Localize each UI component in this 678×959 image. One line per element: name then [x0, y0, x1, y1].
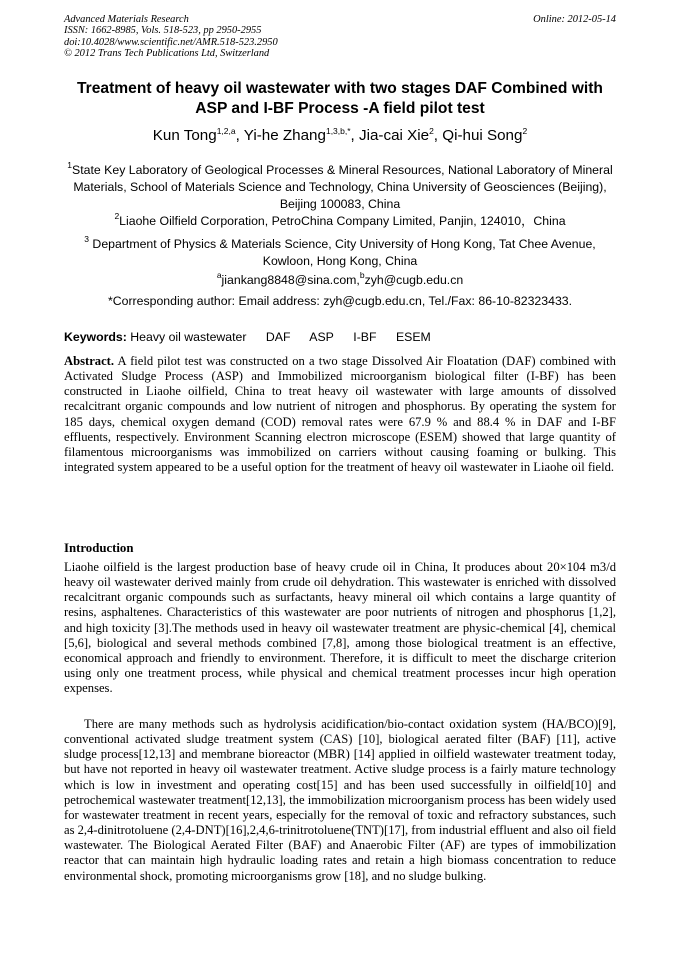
intro-paragraph-1: Liaohe oilfield is the largest production base of heavy crude oil in China, It produces about 20×104 m3/d heavy oil wastewater derived mainly from crude oil dehydration. This wastewater is enriched with dissolved recalcitrant organic compounds such as surfactants, heavy mineral oil which contains a large quantity of resins, asphaltenes. Characteristics of this wastewater are poor nutrients of nitrogen and phosphorus [1,2], and high toxicity [3].The methods used in heavy oil wastewater treatment are physic-chemical [4], chemical [5,6], biological and several methods combined [7,8], among those biological treatment is an effective, economical approach and friendly to environment. Therefore, it is difficult to meet the discharge criterion using only one treatment process, while physical and chemical treatment processes incur high operation expenses. [64, 560, 616, 696]
author-affil-marker: 1,3,b,* [325, 126, 351, 136]
author-separator: , [235, 127, 244, 144]
email-b[interactable]: zyh@cugb.edu.cn [364, 273, 464, 287]
affiliation-text: State Key Laboratory of Geological Processes & Mineral Resources, National Laboratory of Mineral Materials, School of Materials Science and Technology, China University of Geosciences (Beijing), Beijing 100083, China [72, 163, 613, 211]
corresponding-author: *Corresponding author: Email address: zyh@cugb.edu.cn, Tel./Fax: 86-10-82323433. [107, 294, 573, 308]
section-heading-introduction: Introduction [64, 541, 134, 555]
keywords-line [64, 329, 616, 345]
affiliation-1 [60, 162, 620, 212]
email-a[interactable]: jiankang8848@sina.com, [221, 273, 360, 287]
author-separator: , [350, 127, 359, 144]
keyword: ESEM [395, 330, 431, 344]
online-date: Online: 2012-05-14 [533, 14, 616, 25]
intro-paragraph-2: There are many methods such as hydrolysis acidification/bio-contact oxidation system (HA/BCO)[9], conventional activated sludge treatment system (CAS) [10], biological aerated filter (BAF) [11], active sludge process[12,13] and membrane bioreactor (MBR) [14] applied in oilfield wastewater treatment today, but have not reported in heavy oil wastewater treatment. Active sludge process is a fairly mature technology which is low in investment and operating cost[15] and has been used successfully in oilfield[10] and petrochemical wastewater treatment[12,13], the immobilization microorganism process has been widely used for wastewater treatment in recent years, especially for the removal of toxic and refractory substances, such as 2,4-dinitrotoluene (2,4-DNT)[16],2,4,6-trinitrotoluene(TNT)[17], from industrial effluent and also oil field wastewater. The Biological Aerated Filter (BAF) and Anaerobic Filter (AF) are types of immobilization reactor that can maintain high hydraulic loading rates and retain a high biomass concentration to reduce environmental shock, promoting microorganisms grow [18], and no sludge bulking. [64, 717, 616, 883]
author-name: Qi-hui Song [442, 127, 523, 144]
abstract-text: A field pilot test was constructed on a two stage Dissolved Air Floatation (DAF) combined with Activated Sludge Process (ASP) and Immobilized microorganism biological filter (I-BF) has been constructed in Liaohe oilfield, China to treat heavy oil wastewater with large amounts of dissolved recalcitrant organic compounds and low nutrient of nitrogen and phosphorus. By operating the system for 185 days, chemical oxygen demand (COD) removal rates were 67.9 % and 88.4 % in DAF and I-BF effluents, respectively. Environment Scanning electron microscope (ESEM) showed that large quantity of filamentous microorganisms was immobilized on carriers without causing foaming or bulking. This integrated system appeared to be a useful option for the treatment of heavy oil wastewater in Liaohe oil field. [64, 354, 616, 475]
affiliation-marker: 1 [67, 160, 73, 170]
keywords-label: Keywords: [64, 330, 127, 344]
author-name: Yi-he Zhang [243, 127, 326, 144]
affiliation-marker: 2 [114, 211, 120, 221]
author-name: Kun Tong [152, 127, 217, 144]
keyword: ASP [309, 330, 334, 344]
paper-title: Treatment of heavy oil wastewater with two stages DAF Combined with ASP and I-BF Process -A field pilot test [77, 80, 603, 117]
author-separator: , [433, 127, 443, 144]
author-affil-marker: 1,2,a [216, 126, 236, 136]
author-affil-marker: 2 [429, 126, 434, 136]
keyword: I-BF [353, 330, 377, 344]
affiliation-2 [60, 213, 620, 230]
keyword: Heavy oil wastewater [130, 330, 247, 344]
journal-doi: doi:10.4028/www.scientific.net/AMR.518-523.2950 [64, 36, 278, 48]
journal-header [64, 14, 616, 59]
author-emails [60, 272, 620, 288]
email-marker: a [216, 270, 222, 280]
affiliation-3 [60, 236, 620, 270]
keyword: DAF [265, 330, 291, 344]
abstract-label: Abstract. [64, 354, 115, 368]
author-affil-marker: 2 [522, 126, 528, 136]
abstract [64, 354, 616, 475]
journal-copyright: © 2012 Trans Tech Publications Ltd, Switzerland [64, 47, 270, 59]
email-marker: b [359, 270, 365, 280]
affiliation-marker: 3 [84, 234, 90, 244]
journal-name: Advanced Materials Research [64, 14, 189, 25]
author-name: Jia-cai Xie [359, 127, 430, 144]
author-list [60, 127, 620, 145]
affiliation-text: Liaohe Oilfield Corporation, PetroChina Company Limited, Panjin, 124010，China [119, 214, 566, 228]
affiliation-text: Department of Physics & Materials Science, City University of Hong Kong, Tat Chee Avenue, Kowloon, Hong Kong, China [89, 237, 596, 268]
journal-issn: ISSN: 1662-8985, Vols. 518-523, pp 2950-2955 [64, 25, 262, 37]
